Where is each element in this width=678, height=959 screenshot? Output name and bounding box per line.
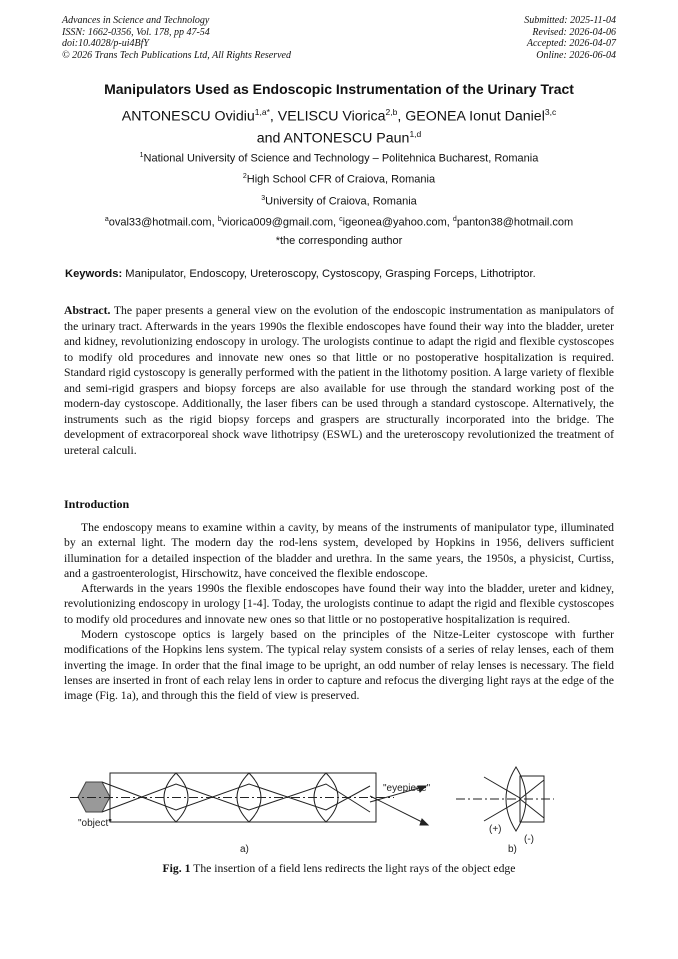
affiliation-sup: 2 bbox=[242, 173, 247, 181]
figure-1 bbox=[64, 762, 614, 858]
keywords bbox=[65, 268, 625, 280]
intro-paragraph: Afterwards in the years 1990s the flexible endoscopes have found their way into the bladder, ureter and kidney, revolutionizing endoscopy in urology [1-4]. Today, the urologists continue to adapt the rigid and flexible cystoscopes to modify old procedures and innovate new ones so that little or no postoperative hospitalization is required. bbox=[64, 582, 614, 626]
email-address[interactable]: panton38@hotmail.com bbox=[456, 216, 574, 229]
submitted-date: Submitted: 2025-11-04 bbox=[524, 15, 616, 26]
email-address[interactable]: oval33@hotmail.com, bbox=[108, 216, 218, 229]
intro-paragraph: The endoscopy means to examine within a cavity, by means of the instruments of manipulator type, illuminated by an external light. The modern day the rod-lens system, developed by Hopkins in 1956, delivers sufficient illumination for a detailed inspection of the bladder and urethra. In the same years, the 1950s, a physicist, Curtiss, and a gastroenterologist, Hirschowitz, have conceived the flexible endoscope. bbox=[64, 521, 614, 580]
affiliation-text: National University of Science and Technology – Politehnica Bucharest, Romania bbox=[143, 152, 539, 165]
affiliation-text: High School CFR of Craiova, Romania bbox=[246, 173, 436, 186]
accepted-date: Accepted: 2026-04-07 bbox=[526, 38, 616, 49]
keywords-text: Manipulator, Endoscopy, Ureteroscopy, Cystoscopy, Grasping Forceps, Lithotriptor. bbox=[122, 268, 536, 280]
online-date: Online: 2026-06-04 bbox=[536, 49, 616, 61]
abstract bbox=[64, 303, 614, 458]
intro-paragraph: Modern cystoscope optics is largely based on the principles of the Nitze-Leiter cystoscope with further modifications of the Hopkins lens system. The typical relay system consists of a series of relay lenses, each of them inverting the image. In order that the final image to be upright, an odd number of relay lenses is necessary. The field lenses are inserted in front of each relay lens in order to capture and refocus the diverging light rays at the edge of the image (Fig. 1a), and through this the field of view is preserved. bbox=[64, 628, 614, 703]
email-address[interactable]: viorica009@gmail.com, bbox=[221, 216, 340, 229]
object-label: "object" bbox=[78, 818, 112, 829]
arrowhead-down bbox=[420, 819, 428, 825]
caption-text: The insertion of a field lens redirects the light rays of the object edge bbox=[190, 862, 516, 875]
introduction-heading: Introduction bbox=[64, 497, 130, 511]
author-name: GEONEA Ionut Daniel bbox=[405, 108, 545, 125]
affiliation-2 bbox=[0, 170, 678, 191]
email-sup: d bbox=[452, 215, 457, 223]
field-lens-diagram bbox=[456, 767, 554, 831]
plus-label: (+) bbox=[489, 824, 502, 835]
corresponding-note: *the corresponding author bbox=[275, 235, 403, 248]
subfigure-a-label: a) bbox=[240, 844, 249, 855]
email-line bbox=[0, 213, 678, 234]
affiliation-1 bbox=[0, 149, 678, 170]
email-sup: c bbox=[339, 215, 343, 223]
affiliation-text: University of Craiova, Romania bbox=[265, 195, 417, 208]
doi-line: doi:10.4028/p-ui4BfY bbox=[62, 38, 149, 49]
field-ray-2 bbox=[484, 800, 520, 821]
affiliation-3 bbox=[0, 192, 678, 213]
eyepiece-label: "eyepiece" bbox=[383, 783, 431, 794]
author-affil-sup: 1,a* bbox=[254, 107, 270, 117]
author-affil-sup: 2,b bbox=[385, 107, 398, 117]
minus-label: (-) bbox=[524, 834, 534, 845]
author-affil-sup: 3,c bbox=[544, 107, 557, 117]
email-sup: b bbox=[217, 215, 222, 223]
affiliation-sup: 1 bbox=[139, 152, 144, 159]
copyright-line: © 2026 Trans Tech Publications Ltd, All Rights Reserved bbox=[62, 49, 291, 61]
journal-name: Advances in Science and Technology bbox=[62, 15, 210, 26]
keywords-label: Keywords: bbox=[65, 268, 123, 280]
relay-lens-diagram bbox=[70, 773, 428, 825]
journal-info bbox=[62, 15, 291, 61]
author-name: VELISCU Viorica bbox=[277, 108, 386, 125]
subfigure-b-label: b) bbox=[508, 844, 517, 855]
issn-line: ISSN: 1662-0356, Vol. 178, pp 47-54 bbox=[62, 26, 210, 38]
author-separator: , bbox=[397, 108, 406, 125]
introduction-body bbox=[64, 520, 614, 704]
revised-date: Revised: 2026-04-06 bbox=[532, 26, 616, 38]
author-name: ANTONESCU Ovidiu bbox=[121, 108, 255, 125]
author-list bbox=[0, 104, 678, 147]
paper-title: Manipulators Used as Endoscopic Instrumentation of the Urinary Tract bbox=[104, 81, 574, 97]
eyepiece-ray-down bbox=[370, 796, 428, 825]
email-sup: a bbox=[104, 215, 109, 223]
figure-1-drawing bbox=[64, 762, 614, 858]
field-ray-1 bbox=[484, 777, 520, 798]
caption-label: Fig. 1 bbox=[162, 862, 191, 875]
author-separator: , bbox=[269, 108, 278, 125]
affiliation-sup: 3 bbox=[261, 194, 266, 202]
author-line-1 bbox=[0, 104, 678, 126]
author-name: and ANTONESCU Paun bbox=[256, 130, 410, 147]
author-line-2 bbox=[0, 126, 678, 148]
author-affil-sup: 1,d bbox=[409, 128, 422, 139]
publication-dates bbox=[524, 15, 616, 61]
abstract-text: The paper presents a general view on the evolution of the endoscopic instrumentation as manipulators of the urinary tract. Afterwards in the years 1990s the flexible endoscopes have found their way into the bladder, ureter and kidney, revolutionizing endoscopy in urology. The urologists continue to adapt the rigid and flexible cystoscopes to modify old procedures and innovate new ones so that little or no postoperative hospitalization is required. Standard rigid cystoscopy is generally performed with the patient in the lithotomy position. A large variety of flexible and semi-rigid graspers and biopsy forceps are also available for use through the standard working post of the modern-day cystoscope. Additionally, the laser fibers can be used through a standard cystoscope. Alternatively, the instruments such as the rigid biopsy forceps and graspers are structurally incorporated into the bridge. The development of extracorporeal shock wave lithotripsy (ESWL) and the ureteroscopy revolutionized the treatment of ureteral calculi. bbox=[64, 304, 614, 457]
figure-1-caption bbox=[0, 862, 678, 875]
abstract-label: Abstract. bbox=[64, 304, 111, 317]
email-address[interactable]: igeonea@yahoo.com, bbox=[342, 216, 453, 229]
affiliations bbox=[0, 149, 678, 255]
